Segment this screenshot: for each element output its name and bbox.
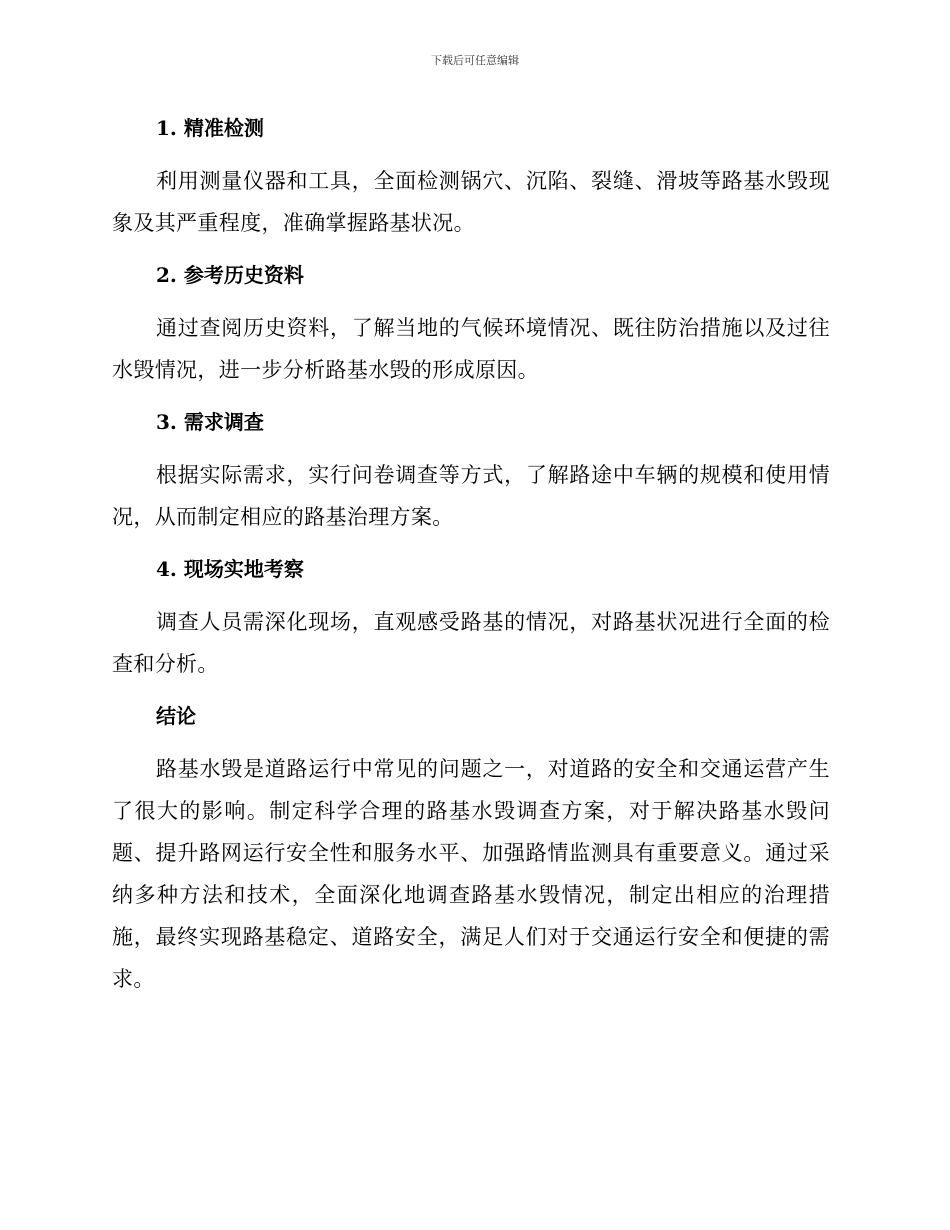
section-heading: 结论	[156, 704, 196, 728]
section-paragraph: 利用测量仪器和工具，全面检测锅穴、沉陷、裂缝、滑坡等路基水毁现象及其严重程度，准确掌握路基状况。	[112, 169, 830, 235]
page-header: 下载后可任意编辑	[431, 54, 519, 67]
section-historical-data	[112, 255, 830, 402]
section-heading: 1. 精准检测	[156, 116, 264, 140]
section-heading: 3. 需求调查	[156, 410, 264, 434]
section-paragraph: 路基水毁是道路运行中常见的问题之一，对道路的安全和交通运营产生了很大的影响。制定科学合理的路基水毁调查方案，对于解决路基水毁问题、提升路网运行安全性和服务水平、加强路情监测具有重要意义。通过采纳多种方法和技术，全面深化地调查路基水毁情况，制定出相应的治理措施，最终实现路基稳定、道路安全，满足人们对于交通运行安全和便捷的需求。	[112, 757, 830, 991]
section-paragraph: 通过查阅历史资料，了解当地的气候环境情况、既往防治措施以及过往水毁情况，进一步分析路基水毁的形成原因。	[112, 316, 830, 382]
section-heading: 4. 现场实地考察	[156, 557, 304, 581]
document-body	[112, 108, 830, 1000]
section-conclusion	[112, 696, 830, 1000]
section-paragraph: 根据实际需求，实行问卷调查等方式，了解路途中车辆的规模和使用情况，从而制定相应的路基治理方案。	[112, 463, 830, 529]
section-needs-survey	[112, 402, 830, 549]
section-paragraph: 调查人员需深化现场，直观感受路基的情况，对路基状况进行全面的检查和分析。	[112, 610, 830, 676]
section-precise-detection	[112, 108, 830, 255]
section-site-inspection	[112, 549, 830, 696]
section-heading: 2. 参考历史资料	[156, 263, 304, 287]
